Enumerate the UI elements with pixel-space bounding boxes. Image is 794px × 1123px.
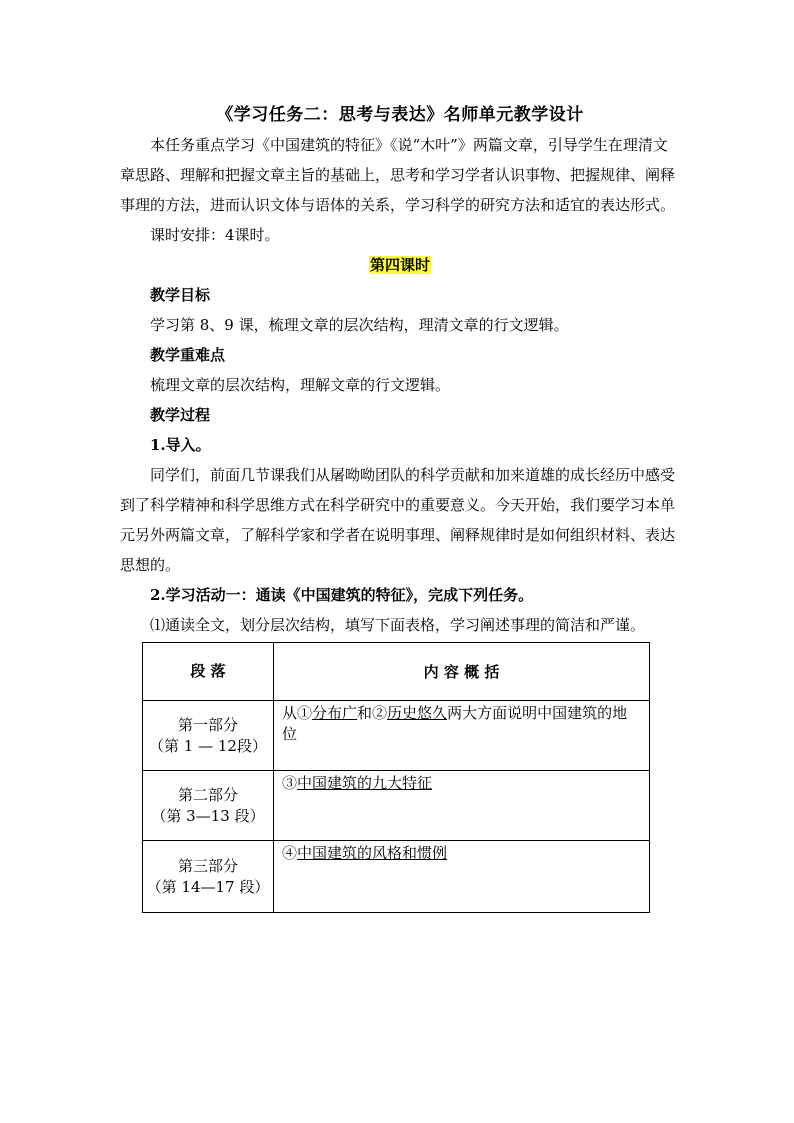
table-header-row [143, 643, 650, 701]
part-name: 第三部分 [177, 856, 238, 875]
answer-blank: 分布广 [312, 704, 358, 722]
summary-text: ③ [282, 774, 298, 792]
goal-heading: 教学目标 [150, 286, 211, 304]
key-text: 梳理文章的层次结构，理解文章的行文逻辑。 [150, 376, 451, 394]
table-row [143, 701, 650, 771]
schedule-line: 课时安排：4课时。 [150, 226, 280, 244]
part-range: （第 14—17 段） [146, 877, 270, 896]
structure-table [142, 642, 650, 913]
summary-cell [274, 841, 650, 913]
header-paragraph: 段 落 [143, 643, 274, 701]
goal-text: 学习第 8、9 课，梳理文章的层次结构，理清文章的行文逻辑。 [150, 316, 569, 334]
lesson-title-line [120, 250, 680, 280]
part-cell [143, 771, 274, 841]
step1-text: 同学们，前面几节课我们从屠呦呦团队的科学贡献和加来道雄的成长经历中感受到了科学精神和科学思维方式在科学研究中的重要意义。今天开始，我们要学习本单元另外两篇文章，了解科学家和学者在说明事理、阐释规律时是如何组织材料、表达思想的。 [120, 466, 676, 574]
summary-text: 和② [357, 704, 388, 722]
step1-heading: 1.导入。 [150, 436, 211, 454]
step2-sub: ⑴通读全文，划分层次结构，填写下面表格，学习阐述事理的简洁和严谨。 [150, 616, 646, 634]
process-heading: 教学过程 [150, 406, 211, 424]
summary-cell [274, 771, 650, 841]
document-title: 《学习任务二：思考与表达》名师单元教学设计 [216, 105, 584, 125]
table-row [143, 841, 650, 913]
summary-cell [274, 701, 650, 771]
part-range: （第 1 — 12段） [149, 736, 267, 755]
answer-blank: 历史悠久 [387, 704, 448, 722]
header-summary: 内 容 概 括 [274, 643, 650, 701]
key-heading: 教学重难点 [150, 346, 226, 364]
part-cell [143, 701, 274, 771]
part-range: （第 3—13 段） [151, 806, 265, 825]
part-name: 第一部分 [177, 715, 238, 734]
answer-blank: 中国建筑的九大特征 [297, 774, 433, 792]
summary-text: 两大方面说明中国建筑的地位 [282, 704, 628, 743]
table-row [143, 771, 650, 841]
answer-blank: 中国建筑的风格和惯例 [297, 844, 448, 862]
lesson-title: 第四课时 [369, 256, 430, 274]
part-cell [143, 841, 274, 913]
intro-paragraph: 本任务重点学习《中国建筑的特征》《说“木叶”》两篇文章，引导学生在理清文章思路、理解和把握文章主旨的基础上，思考和学习学者认识事物、把握规律、阐释事理的方法，进而认识文体与语体的关系，学习科学的研究方法和适宜的表达形式。 [120, 136, 676, 214]
summary-text: 从① [282, 704, 313, 722]
step2-heading: 2.学习活动一：通读《中国建筑的特征》，完成下列任务。 [150, 586, 534, 604]
document-page [120, 100, 680, 913]
part-name: 第二部分 [177, 785, 238, 804]
summary-text: ④ [282, 844, 298, 862]
